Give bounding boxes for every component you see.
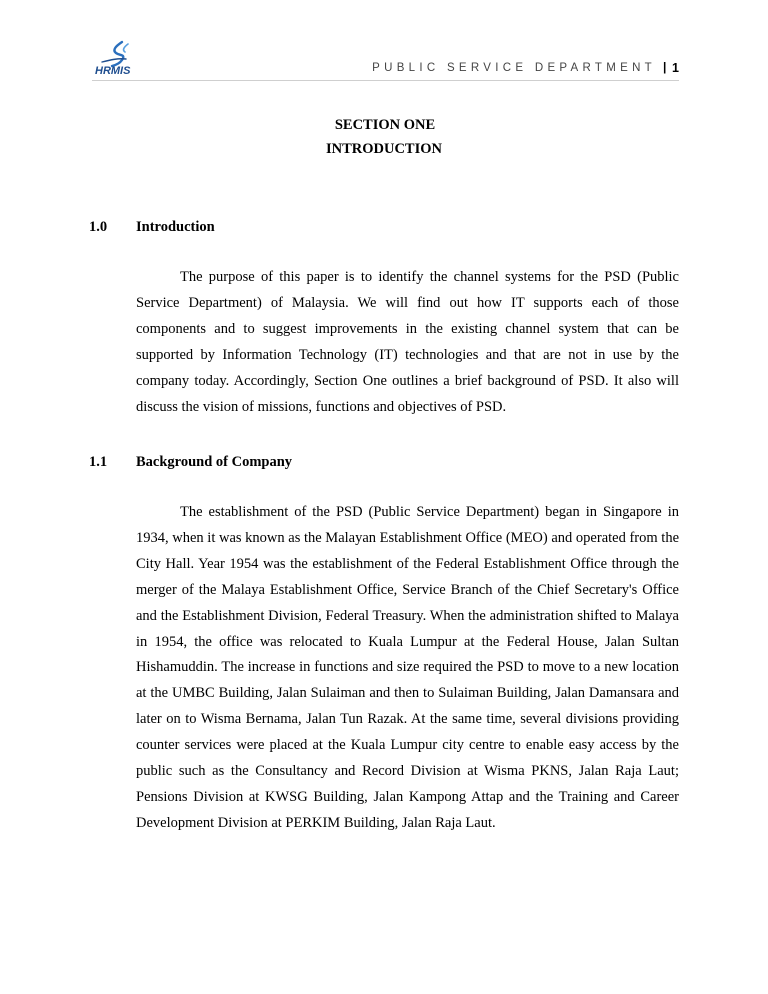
- header-divider: [92, 80, 679, 81]
- heading-number: 1.0: [89, 219, 108, 235]
- section-subtitle: INTRODUCTION: [325, 141, 442, 157]
- page-number: 1: [672, 61, 679, 75]
- section-title: SECTION ONE: [334, 117, 436, 133]
- logo-text: HRMIS: [95, 65, 131, 77]
- heading-introduction: Introduction: [136, 219, 215, 235]
- header-title: PUBLIC SERVICE DEPARTMENT: [372, 62, 656, 74]
- heading-background: Background of Company: [136, 454, 293, 470]
- background-paragraph: The establishment of the PSD (Public Service Department) began in Singapore in 1934, when it was known as the Malayan Establishment Office (MEO) and operated from the City Hall. Year 1954 was the establishment of the Federal Establishment Office through the merger of the Malaya Establishment Office, Service Branch of the Chief Secretary's Office and the Establishment Division, Federal Treasury. When the administration shifted to Malaya in 1954, the office was relocated to Kuala Lumpur at the Federal House, Jalan Sultan Hishamuddin. The increase in functions and size required the PSD to move to a new location at the UMBC Building, Jalan Sulaiman and then to Sulaiman Building, Jalan Damansara and later on to Wisma Bernama, Jalan Tun Razak. At the same time, several divisions providing counter services were placed at the Kuala Lumpur city centre to enable easy access by the public such as the Consultancy and Record Division at Wisma PKNS, Jalan Raja Laut; Pensions Division at KWSG Building, Jalan Kampong Attap and the Training and Career Development Division at PERKIM Building, Jalan Raja Laut.: [136, 504, 679, 831]
- heading-number: 1.1: [89, 454, 108, 470]
- hrmis-logo: [92, 40, 148, 78]
- header-separator: |: [663, 60, 667, 74]
- swirl-logo-icon: [92, 40, 148, 68]
- introduction-paragraph: The purpose of this paper is to identify the channel systems for the PSD (Public Service Department) of Malaysia. We will find out how IT supports each of those components and to suggest improvements in the existing channel system that can be supported by Information Technology (IT) technologies and that are not in use by the company today. Accordingly, Section One outlines a brief background of PSD. It also will discuss the vision of missions, functions and objectives of PSD.: [136, 269, 679, 415]
